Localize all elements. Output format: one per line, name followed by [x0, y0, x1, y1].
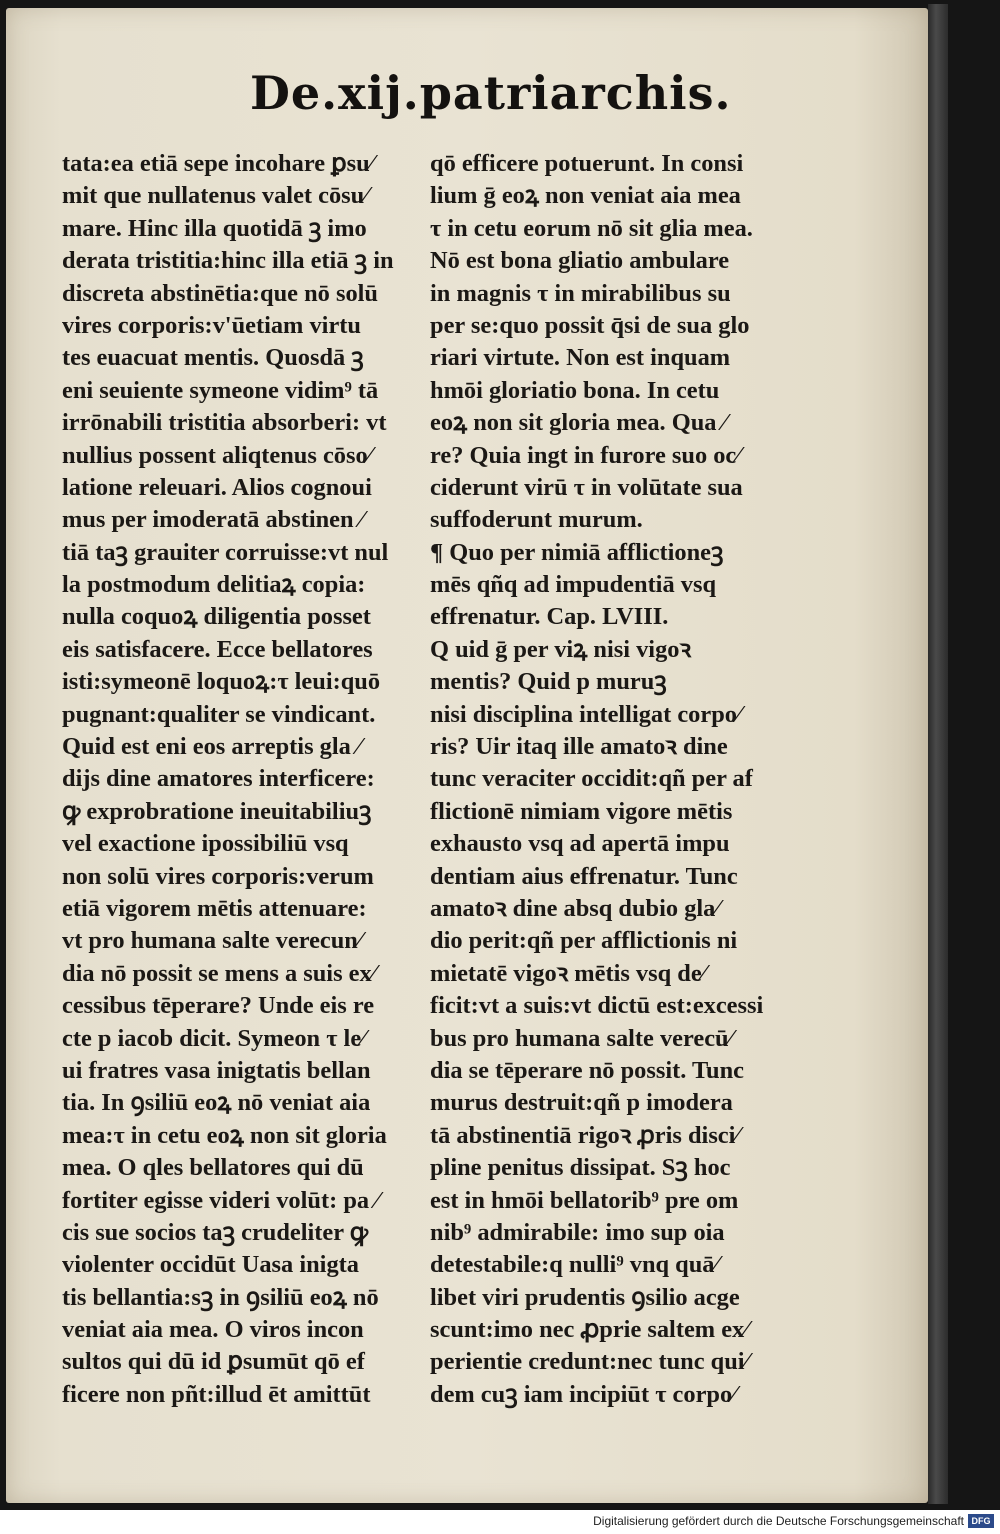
text-line: dijs dine amatores interficere:	[62, 765, 375, 793]
text-line: dio perit:qñ per afflictionis ni	[430, 927, 738, 955]
text-line: violenter occidūt Uasa inigta	[62, 1251, 359, 1279]
text-line: per se:quo possit q̄si de sua glo	[430, 311, 750, 339]
text-line: derata tristitia:hinc illa etiā ꝫ in	[62, 247, 394, 275]
text-line: tes euacuat mentis. Quosdā ꝫ	[62, 344, 364, 372]
text-line: cessibus tēperare? Unde eis re	[62, 992, 375, 1020]
text-line: mea:τ in cetu eoꝝ non sit gloria	[62, 1121, 387, 1149]
text-line: Nō est bona gliatio ambulare	[430, 247, 730, 275]
text-line: cis sue socios taꝫ crudeliter ꝙ	[62, 1218, 369, 1246]
text-line: nisi disciplina intelligat corpo⁄	[430, 700, 742, 728]
text-line: tis bellantia:sꝫ in ꝯsiliū eoꝝ nō	[62, 1283, 379, 1311]
text-line: mit que nullatenus valet cōsu⁄	[62, 182, 369, 210]
dfg-logo-icon: DFG	[968, 1514, 994, 1528]
text-line: qō efficere potuerunt. In consi	[430, 150, 744, 177]
text-line: detestabile:q nulli⁹ vnq quā⁄	[430, 1251, 719, 1279]
text-line: mēs qñq ad impudentiā vsq	[430, 571, 717, 599]
text-line: tiā taꝫ grauiter corruisse:vt nul	[62, 538, 389, 566]
text-line: cte p iacob dicit. Symeon τ le⁄	[62, 1024, 366, 1052]
left-text-column	[62, 148, 412, 1411]
text-line: libet viri prudentis ꝯsilio acge	[430, 1283, 740, 1311]
text-line: ficere non pñt:illud ēt amittūt	[62, 1380, 371, 1408]
text-line: eoꝝ non sit gloria mea. Qua ⁄	[430, 409, 727, 437]
dfg-credit: Digitalisierung gefördert durch die Deutsche Forschungsgemeinschaft	[593, 1514, 964, 1528]
text-line: exhausto vsq ad apertā impu	[430, 830, 730, 858]
footer-bar	[0, 1510, 1000, 1534]
text-line: ris? Uir itaq ille amatoꝛ dine	[430, 733, 728, 761]
text-line: sultos qui dū id ꝑsumūt qō ef	[62, 1348, 365, 1376]
text-line: bus pro humana salte verecū⁄	[430, 1024, 733, 1052]
text-line: ¶ Quo per nimiā afflictioneꝫ	[430, 538, 724, 566]
text-line: riari virtute. Non est inquam	[430, 344, 731, 372]
text-line: eni seuiente symeone vidim⁹ tā	[62, 376, 379, 404]
text-line: amatoꝛ dine absq dubio gla⁄	[430, 894, 720, 922]
text-line: tia. In ꝯsiliū eoꝝ nō veniat aia	[62, 1089, 371, 1117]
text-line: discreta abstinētia:que nō solū	[62, 279, 378, 307]
text-line: nib⁹ admirabile: imo sup oia	[430, 1218, 725, 1246]
text-line: isti:symeonē loquoꝝ:τ leui:quō	[62, 668, 381, 696]
text-line: veniat aia mea. O viros incon	[62, 1316, 364, 1344]
text-line: irrōnabili tristitia absorberi: vt	[62, 409, 387, 437]
text-line: Quid est eni eos arreptis gla ⁄	[62, 733, 362, 761]
text-line: re? Quia ingt in furore suo oc⁄	[430, 441, 741, 469]
text-line: latione releuari. Alios cognoui	[62, 473, 372, 501]
text-line: Q uid ḡ per viꝝ nisi vigoꝛ	[430, 635, 692, 663]
text-line: vt pro humana salte verecun⁄	[62, 927, 362, 955]
text-line: tata:ea etiā sepe incohare ꝑsu⁄	[62, 150, 374, 177]
text-line: etiā vigorem mētis attenuare:	[62, 894, 367, 922]
text-line: vel exactione ipossibiliū vsq	[62, 830, 349, 858]
text-line: pugnant:qualiter se vindicant.	[62, 700, 376, 728]
text-line: lium ḡ eoꝝ non veniat aia mea	[430, 182, 741, 210]
text-line: nullius possent aliqtenus cōso⁄	[62, 441, 372, 469]
text-line: flictionē nimiam vigore mētis	[430, 797, 733, 825]
running-header: De.xij.patriarchis.	[250, 66, 732, 120]
text-line: non solū vires corporis:verum	[62, 862, 374, 890]
text-line: mus per imoderatā abstinen ⁄	[62, 506, 364, 534]
text-line: dem cuꝫ iam incipiūt τ corpo⁄	[430, 1380, 737, 1408]
text-line: tā abstinentiā rigoꝛ ꝓris disci⁄	[430, 1121, 740, 1149]
text-line: mentis? Quid p muruꝫ	[430, 668, 667, 696]
text-line: effrenatur. Cap. LVIII.	[430, 603, 669, 631]
text-line: mietatē vigoꝛ mētis vsq de⁄	[430, 959, 706, 987]
text-line: scunt:imo nec ꝓprie saltem ex⁄	[430, 1316, 749, 1344]
book-edge	[928, 4, 948, 1504]
text-line: est in hmōi bellatorib⁹ pre om	[430, 1186, 739, 1214]
text-line: eis satisfacere. Ecce bellatores	[62, 635, 373, 663]
text-line: dia nō possit se mens a suis ex⁄	[62, 959, 376, 987]
text-line: vires corporis:v'ūetiam virtu	[62, 311, 361, 339]
text-line: ui fratres vasa inigtatis bellan	[62, 1056, 371, 1084]
right-text-column	[430, 148, 780, 1411]
text-line: in magnis τ in mirabilibus su	[430, 279, 731, 307]
text-line: ciderunt virū τ in volūtate sua	[430, 473, 743, 501]
text-line: hmōi gloriatio bona. In cetu	[430, 376, 720, 404]
text-line: tunc veraciter occidit:qñ per af	[430, 765, 753, 793]
text-line: ꝙ exprobratione ineuitabiliuꝫ	[62, 797, 372, 825]
text-line: mea. O qles bellatores qui dū	[62, 1154, 364, 1182]
text-line: murus destruit:qñ p imodera	[430, 1089, 733, 1117]
text-line: fortiter egisse videri volūt: pa ⁄	[62, 1186, 380, 1214]
text-line: la postmodum delitiaꝝ copia:	[62, 571, 366, 599]
text-line: mare. Hinc illa quotidā ꝫ imo	[62, 214, 367, 242]
text-line: perientie credunt:nec tunc qui⁄	[430, 1348, 749, 1376]
text-line: ficit:vt a suis:vt dictū est:excessi	[430, 992, 764, 1020]
text-line: nulla coquoꝝ diligentia posset	[62, 603, 371, 631]
text-line: pline penitus dissipat. Sꝫ hoc	[430, 1154, 731, 1182]
text-line: suffoderunt murum.	[430, 506, 643, 534]
text-line: dia se tēperare nō possit. Tunc	[430, 1056, 744, 1084]
text-line: dentiam aius effrenatur. Tunc	[430, 862, 738, 890]
text-line: τ in cetu eorum nō sit glia mea.	[430, 214, 753, 242]
